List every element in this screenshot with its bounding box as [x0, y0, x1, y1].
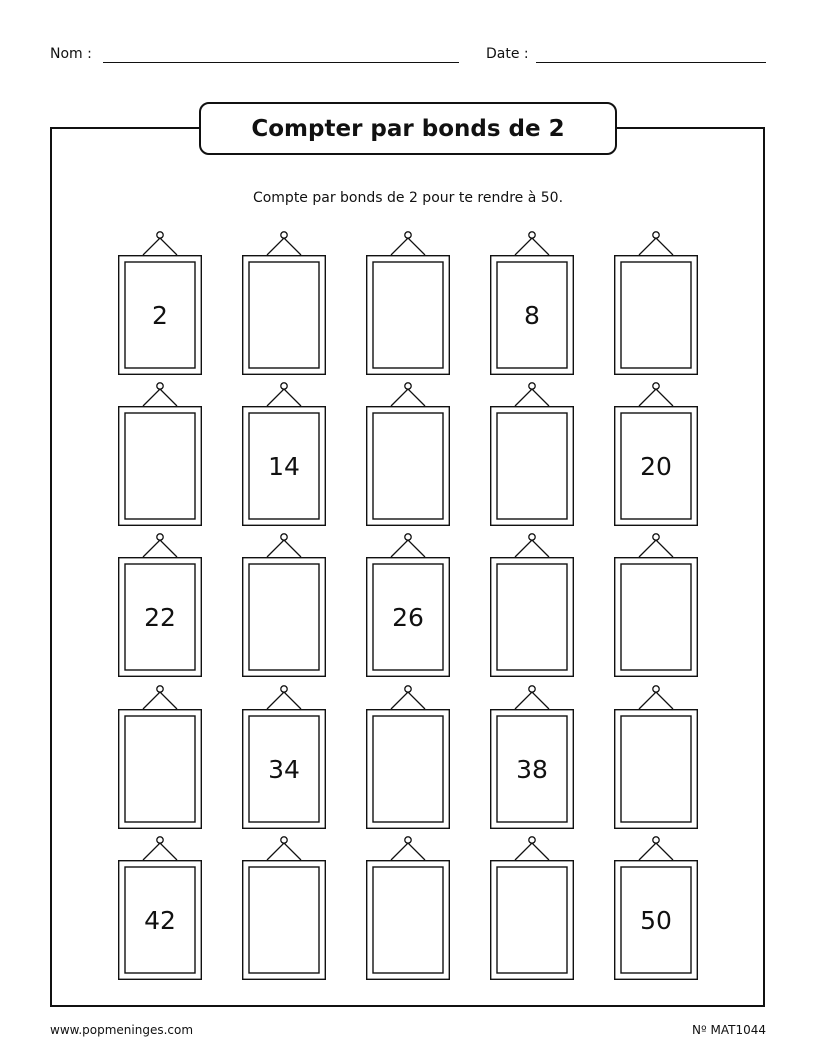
frame-answer-blank[interactable] [242, 860, 326, 980]
name-label: Nom : [50, 46, 92, 62]
picture-frame[interactable] [490, 531, 574, 677]
frame-answer-blank[interactable] [118, 406, 202, 526]
frame-answer-blank[interactable] [614, 255, 698, 375]
picture-frame [242, 683, 326, 829]
frame-number: 8 [524, 300, 540, 330]
frame-answer-blank[interactable] [614, 557, 698, 677]
picture-frame [490, 683, 574, 829]
frame-number: 42 [144, 905, 176, 935]
frame-answer-blank[interactable] [242, 255, 326, 375]
frame-answer-blank[interactable] [366, 406, 450, 526]
picture-frame[interactable] [614, 229, 698, 375]
picture-frame[interactable] [242, 531, 326, 677]
date-field-line[interactable] [536, 62, 766, 63]
frame-number: 20 [640, 451, 672, 481]
picture-frame[interactable] [366, 834, 450, 980]
frame-number: 50 [640, 905, 672, 935]
picture-frame[interactable] [614, 531, 698, 677]
frame-answer-blank[interactable] [490, 557, 574, 677]
frame-number: 22 [144, 602, 176, 632]
picture-frame [614, 834, 698, 980]
instruction-text: Compte par bonds de 2 pour te rendre à 50. [252, 190, 564, 206]
frame-number: 2 [152, 300, 168, 330]
frame-answer-blank[interactable] [118, 709, 202, 829]
name-field-line[interactable] [103, 62, 459, 63]
frame-answer-blank[interactable] [242, 557, 326, 677]
picture-frame[interactable] [242, 834, 326, 980]
frame-answer-blank[interactable] [366, 860, 450, 980]
picture-frame [118, 834, 202, 980]
frame-number: 26 [392, 602, 424, 632]
date-label: Date : [486, 46, 529, 62]
picture-frame[interactable] [490, 380, 574, 526]
picture-frame[interactable] [366, 380, 450, 526]
frame-answer-blank[interactable] [366, 709, 450, 829]
picture-frame[interactable] [490, 834, 574, 980]
picture-frame[interactable] [118, 380, 202, 526]
picture-frame [614, 380, 698, 526]
worksheet-title-box [199, 102, 617, 155]
footer-website: www.popmeninges.com [50, 1023, 194, 1037]
picture-frame[interactable] [614, 683, 698, 829]
frame-number: 34 [268, 754, 300, 784]
footer-code: Nº MAT1044 [692, 1023, 766, 1037]
picture-frame [118, 229, 202, 375]
worksheet-title: Compter par bonds de 2 [251, 115, 565, 142]
picture-frame[interactable] [242, 229, 326, 375]
picture-frame [118, 531, 202, 677]
picture-frame[interactable] [118, 683, 202, 829]
picture-frame[interactable] [366, 683, 450, 829]
frame-answer-blank[interactable] [614, 709, 698, 829]
picture-frame [490, 229, 574, 375]
picture-frame [242, 380, 326, 526]
frame-number: 38 [516, 754, 548, 784]
frame-answer-blank[interactable] [366, 255, 450, 375]
frame-number: 14 [268, 451, 300, 481]
picture-frame[interactable] [366, 229, 450, 375]
frame-answer-blank[interactable] [490, 406, 574, 526]
frame-answer-blank[interactable] [490, 860, 574, 980]
picture-frame [366, 531, 450, 677]
